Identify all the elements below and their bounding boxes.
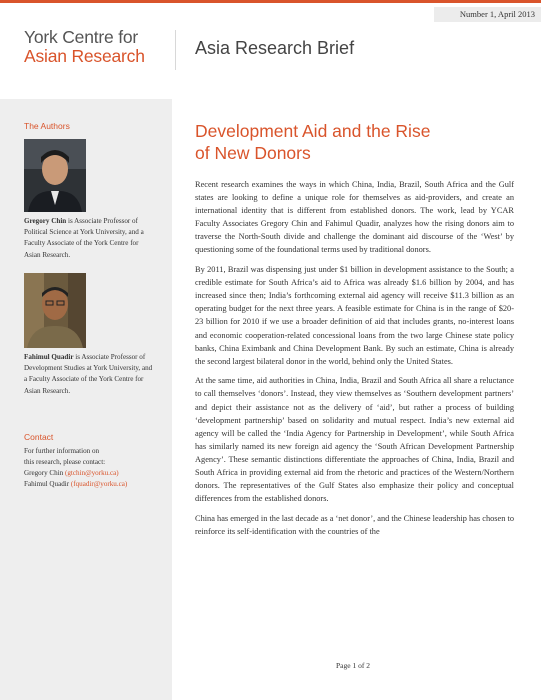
author1-bio: Gregory Chin is Associate Professor of Political Science at York University, and a Faculty Associate of the York Centre for Asian Research. [24,217,144,259]
issue-label: Number 1, April 2013 [434,7,541,22]
author2-name: Fahimul Quadir [24,353,74,361]
contact-heading: Contact [24,432,54,442]
paragraph: China has emerged in the last decade as a ‘net donor’, and the Chinese leadership has chosen to reinforce its self-identification with the countries of the [195,513,514,536]
article-body [195,178,514,544]
org-logo [24,28,145,66]
paragraph: Recent research examines the ways in which China, India, Brazil, South Africa and the Gulf states are looking to define a unique role for themselves as aid-providers, and create an international identity that is different from established donors. The work, lead by YCAR Faculty Associates Gregory Chin and Fahimul Quadir, analyzes how the rising donors aim to traverse the North-South divide and challenge the dominant aid discourse of the ‘West’ by questioning some of the foundational terms used by traditional donors. [195,180,514,255]
contact-info: For further information on this research, please contact: Gregory Chin (gtchin@yorku.ca) Fahimul Quadir (fquadir@yorku.ca) [24,446,164,490]
header-divider [175,30,176,70]
authors-heading: The Authors [24,121,70,131]
article-title: Development Aid and the Rise of New Donors [195,121,431,163]
author1-name: Gregory Chin [24,217,67,225]
contact2: Fahimul Quadir (fquadir@yorku.ca) [24,480,128,488]
series-title: Asia Research Brief [195,38,355,58]
page-number: Page 1 of 2 [336,661,370,670]
contact1: Gregory Chin (gtchin@yorku.ca) [24,469,119,477]
contact1-email-link[interactable]: (gtchin@yorku.ca) [65,469,119,477]
org-name-line2: Asian Research [24,46,145,66]
org-name-line1: York Centre for [24,27,139,47]
top-accent-rule [0,0,541,3]
paragraph: By 2011, Brazil was dispensing just under $1 billion in development assistance to the South; a credible estimate for South Africa’s aid to Africa was already $1.6 billion by 2004, and has increased since then; India’s forthcoming external aid agency will receive $11.3 billion as an operating budget for the next three years. A feasible estimate for China is in the range of $20-23 billion for 2010 if we use a broader definition of aid that includes grants, no-interest loans and economic cooperation-related concessional loans from the two large Chinese state policy banks, China Eximbank and China Development Bank. By such an estimate, China is already the second largest bilateral donor in the world, behind only the United States. [195,265,514,366]
author1-photo [24,139,86,212]
author2-bio: Fahimul Quadir is Associate Professor of Development Studies at York University, and a Faculty Associate of the York Centre for Asian Research. [24,353,153,395]
paragraph: At the same time, aid authorities in China, India, Brazil and South Africa all share a reluctance to call themselves ‘donors’. Instead, they view themselves as ‘Southern development partners’ and depict their assistance not as the delivery of ‘aid’, but rather a process of building ‘development partnership’ based on solidarity and mutual respect. India’s new external aid agency will be called the ‘India Agency for Partnership in Development’, while South Africa has similarly named its new foreign aid agency the ‘South African Development Partnership Agency’. These semantic distinctions differentiate the approaches of China, India, Brazil and South Africa in providing external aid from the rhetoric and practices of the Western/Northern donors. The representatives of the Gulf States also emphasize their policy and conceptual differences from the established donors. [195,376,514,504]
contact2-email-link[interactable]: (fquadir@yorku.ca) [70,480,128,488]
authors-sidebar [0,99,172,700]
author2-photo [24,273,86,348]
